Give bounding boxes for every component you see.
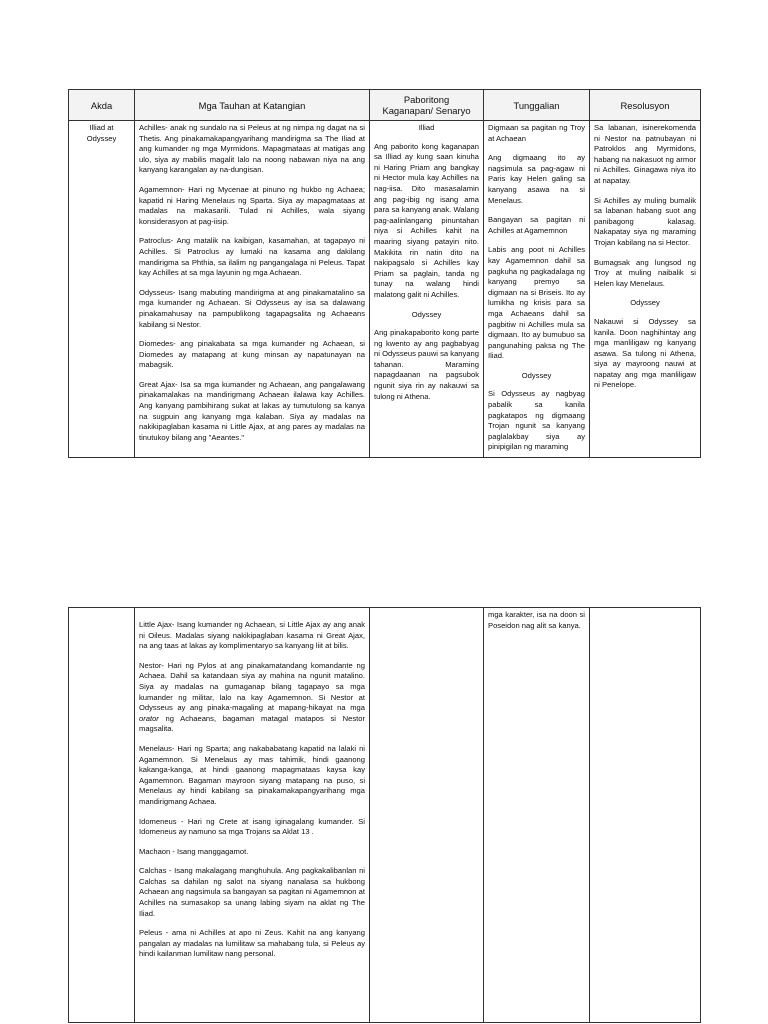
paborito-cell	[370, 121, 484, 458]
nestor-text-italic: orator	[139, 713, 159, 723]
tunggalian-text-2: Ang digmaang ito ay nagsimula sa pag-agaw ni Paris kay Helen galing sa kanyang asawa na si Menelaus.	[488, 153, 585, 205]
tauhan-agamemnon: Agamemnon- Hari ng Mycenae at pinuno ng hukbo ng Achaea; kapatid ni Haring Menelaus ng Sparta. Siya ay mapagmataas at madalas na makasarili. Tulad ni Achilles, wala siyang konsiderasyon at pag-iisip.	[139, 184, 365, 226]
header-paboritong-line1: Paboritong	[403, 94, 450, 105]
tauhan-achilles: Achilles- anak ng sundalo na si Peleus at ng nimpa ng dagat na si Thetis. Ang pinakamakapangyarihang mandirigma sa The Iliad at ang kumander ng mga Myrmidons. Mapagmataas at matigas ang ulo, siya ay mabilis magalit lalo na noong nabawan niya na ang kanyang karangalan ay na-dungisan.	[139, 123, 365, 175]
tunggalian-text-1: Digmaan sa pagitan ng Troy at Achaean	[488, 123, 585, 143]
tunggalian-cell	[484, 121, 590, 458]
tauhan-machaon: Machaon - Isang manggagamot.	[139, 846, 249, 856]
nestor-text-1: Nestor- Hari ng Pylos at ang pinakamatandang komandante ng Achaea. Dahil sa katandaan siya ay mahina na ngunit matalino. Siya ay madalas na gumaganap bilang tagapayo sa mga kumander ng militar, lalo na kay Agamemnon. Si Nestor at Odysseus ay ang pinaka-magaling at mapang-hikayat na mga	[139, 660, 365, 713]
akda-line1: Illiad at	[89, 123, 114, 132]
header-row	[69, 90, 701, 121]
tauhan-odysseus: Odysseus- Isang mabuting mandirigma at ang pinakamatalino sa mga kumander ng Achaean. Si Odysseus ay isa sa dalawang pinakamahusay na pampublikong tagapagsalita ng Achaeans kabilang si Nestor.	[139, 287, 365, 329]
resolusyon-cell	[590, 121, 701, 458]
resolusyon-heading-odyssey: Odyssey	[630, 298, 660, 308]
resolusyon-text-1: Sa labanan, isinerekomenda ni Nestor na patnubayan ni Patroklos ang Myrmidons, habang na nakasuot ng armor ni Achilles. Ginagawa niya ito at napatay.	[594, 123, 696, 185]
main-table	[68, 89, 701, 458]
resolusyon-text-3: Bumagsak ang lungsod ng Troy at muling naibalik si Helen kay Menelaus.	[594, 257, 696, 288]
tauhan-calchas: Calchas - Isang makalagang manghuhula. Ang pagkakalibanlan ni Calchas sa dahilan ng salot na siyang nanalasa sa hukbong Achaean ang nagsimula sa bangayan sa pagitan ni Agamemnon at Achilles na sumasakop sa unang labing siyam na aklat ng The Iliad.	[139, 866, 365, 918]
paborito-heading-iliad: Illiad	[418, 123, 435, 132]
nestor-text-2: ng Achaeans, bagaman matagal matapos si Nestor magsalita.	[139, 713, 365, 734]
tunggalian-cell	[484, 608, 590, 1023]
table-row	[69, 121, 701, 458]
table-row	[69, 608, 701, 1023]
paborito-heading-odyssey: Odyssey	[411, 309, 442, 319]
header-resolusyon: Resolusyon	[590, 90, 701, 121]
tauhan-little-ajax: Little Ajax- Isang kumander ng Achaean, si Little Ajax ay ang anak ni Oileus. Madalas siyang nakikipaglaban kasama ni Great Ajax, na ang taas at lakas ay komplimentaryo sa kanyang liit at bilis.	[139, 620, 365, 651]
header-tauhan: Mga Tauhan at Katangian	[135, 90, 370, 121]
tauhan-cell	[135, 608, 370, 1023]
header-akda: Akda	[69, 90, 135, 121]
paborito-cell-empty	[370, 608, 484, 1023]
akda-line2: Odyssey	[86, 133, 117, 143]
tauhan-menelaus: Menelaus- Hari ng Sparta; ang nakababatang kapatid na lalaki ni Agamemnon. Si Menelaus ay mas tahimik, hindi gaanong kakanga-kanga, at hindi gaanong mapagmataas kaysa kay Agamemnon. Bagaman mayroon siyang matapang na puso, si Menelaus ay hindi kabilang sa pinakamakapangyarihang mga mandirigmang Achaea.	[139, 743, 365, 806]
header-paboritong	[370, 90, 484, 121]
paborito-odyssey-text: Ang pinakapaborito kong parte ng kwento ay ang pagbabyag ni Odysseus pauwi sa kanyang tahanan. Maraming napagdaanan na pagsubok ngunit siya rin ay nakauwi sa tulong ni Athena.	[374, 328, 479, 401]
continuation-table	[68, 607, 701, 1023]
paborito-iliad-text: Ang paborito kong kaganapan sa Illiad ay kung saan kinuha ni Haring Priam ang bangkay ni Hector mula kay Achilles na nag-iisa. Dito masasalamin ang pag-ibig ng isang ama para sa kanyang anak. Walang pag-aalinlangang pinuntahan niya si Achilles kahit na maaring siyang patayin nito. Makikita rin natin dito na nakipagsalo si Achilles kay Priam sa paglain, tanda ng tunay na walang hindi malatong galit ni Achilles.	[374, 141, 479, 299]
resolusyon-text-2: Si Achilles ay muling bumalik sa labanan habang suot ang panibagong kalasag. Nakapatay siya ng maraming Trojan kabilang na si Hector.	[594, 195, 696, 247]
tunggalian-continuation: mga karakter, isa na doon si Poseidon nag alit sa kanya.	[488, 610, 585, 630]
akda-cell-empty	[69, 608, 135, 1023]
tauhan-nestor	[139, 661, 365, 735]
tauhan-idomeneus: Idomeneus - Hari ng Crete at isang iginagalang kumander. Si Idomeneus ay namuno sa mga Trojans sa Aklat 13 .	[139, 816, 365, 837]
tunggalian-text-3: Bangayan sa pagitan ni Achilles at Agamemnon	[488, 215, 585, 235]
header-paboritong-line2: Kaganapan/ Senaryo	[382, 105, 471, 116]
tauhan-patroclus: Patroclus- Ang matalik na kaibigan, kasamahan, at tagapayo ni Achilles. Si Patroclus ay lumaki na kasama ang dakilang mandirigma sa Phthia, sa ilalim ng pangangalaga ni Peleus. Tapat kay Achilles at sa mga layunin ng mga Achaean.	[139, 236, 365, 278]
tauhan-great-ajax: Great Ajax- Isa sa mga kumander ng Achaean, ang pangalawang pinakamalakas na mandirigmang Achaean ilalawa kay Achilles. Ang kanyang pambihirang sukat at lakas ay tumutulong sa kanya na sugpuin ang kanyang mga kalaban. Siya ay madalas na nakikipaglaban kasama ni Little Ajax, at ang pares ay madalas na tinutukoy bilang ang "Aeantes."	[139, 379, 365, 442]
header-tunggalian: Tunggalian	[484, 90, 590, 121]
akda-cell	[69, 121, 135, 458]
tauhan-peleus: Peleus - ama ni Achilles at apo ni Zeus. Kahit na ang kanyang pangalan ay madalas na lumilitaw sa mahabang tula, si Peleus ay hindi kailanman lumilitaw nang personal.	[139, 928, 365, 959]
tunggalian-heading-odyssey: Odyssey	[521, 370, 552, 380]
resolusyon-odyssey-text: Nakauwi si Odyssey sa kanila. Doon naghihintay ang mga manliligaw ng kanyang asawa. Sa tulong ni Athena, siya ay mayroong nauwi at napatay ang mga manliligaw ni Penelope.	[594, 316, 696, 390]
tauhan-diomedes: Diomedes- ang pinakabata sa mga kumander ng Achaean, si Diomedes ay matapang at kung minsan ay napatunayan na mabagsik.	[139, 339, 365, 370]
resolusyon-cell-empty	[590, 608, 701, 1023]
tunggalian-odyssey-text: Si Odysseus ay nagbyag pabalik sa kanila pagkatapos ng digmaang Trojan ngunit sa kanyang paglalakbay siya ay pinipigilan ng maraming	[488, 389, 585, 452]
tauhan-cell	[135, 121, 370, 458]
tunggalian-text-4: Labis ang poot ni Achilles kay Agamemnon dahil sa pagkuha ng pagkadalaga ng kanyang premyo sa digmaan na si Briseis. Ito ay lumikha ng krisis para sa mga Achaeans dahil sa pagbitiw ni Achilles mula sa digmaan. Ito ay bumubuo sa pangunahing paksa ng The Iliad.	[488, 245, 585, 361]
